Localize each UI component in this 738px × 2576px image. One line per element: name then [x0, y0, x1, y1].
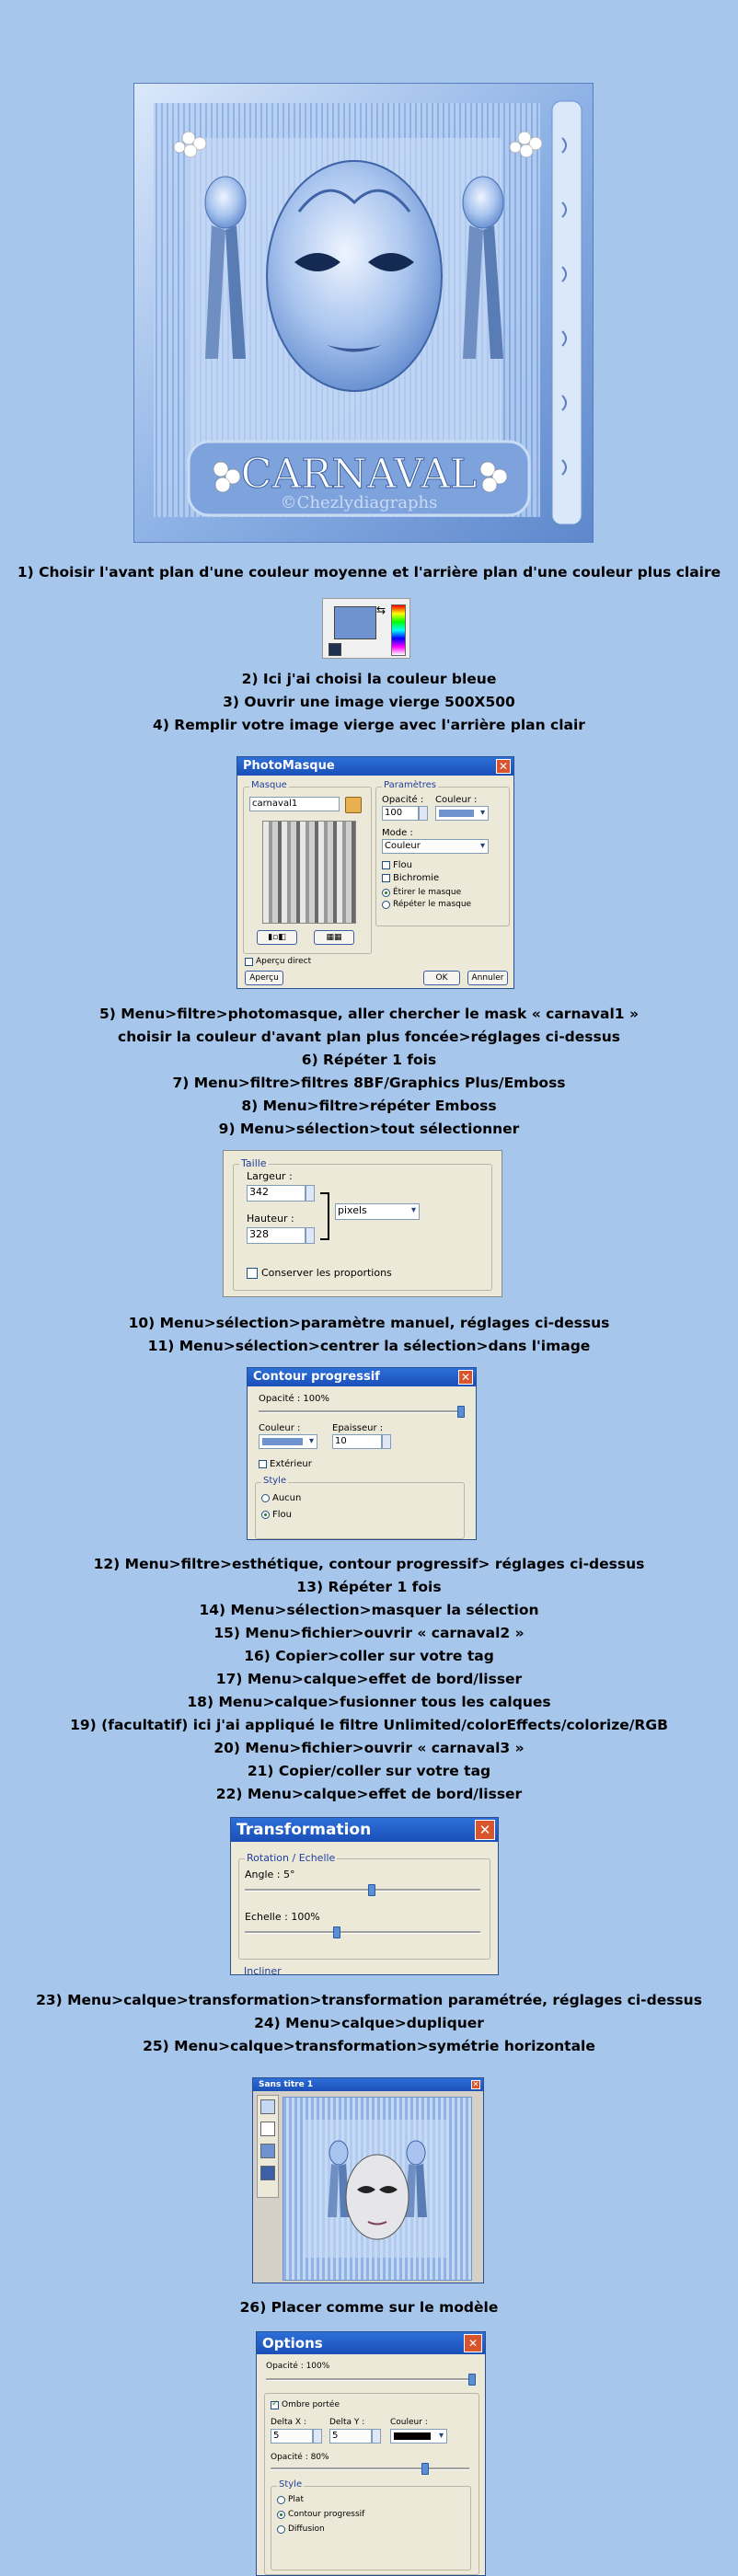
step-7: 7) Menu>filtre>filtres 8BF/Graphics Plus/Emboss: [172, 1075, 566, 1091]
step-20: 20) Menu>fichier>ouvrir « carnaval3 »: [213, 1740, 525, 1756]
hauteur-spinner[interactable]: [306, 1227, 315, 1244]
step-5: 5) Menu>filtre>photomasque, aller chercher le mask « carnaval1 »: [98, 1006, 640, 1022]
close-icon[interactable]: ✕: [464, 2334, 482, 2352]
masque-group-label: Masque: [251, 780, 287, 790]
step-1: 1) Choisir l'avant plan d'une couleur moyenne et l'arrière plan d'une couleur plus claire: [17, 564, 721, 581]
options-title: Options: [262, 2335, 323, 2352]
link-bracket: [320, 1192, 329, 1240]
exterieur-label: Extérieur: [270, 1459, 312, 1469]
contour-prog-radio[interactable]: [277, 2511, 285, 2519]
ok-button[interactable]: OK: [423, 971, 460, 985]
angle-label: Angle : 5°: [245, 1869, 295, 1880]
background-swatch[interactable]: [329, 643, 341, 656]
contour-style-group: [255, 1476, 465, 1539]
layer-thumb-2[interactable]: [260, 2122, 275, 2136]
step-19: 19) (facultatif) ici j'ai appliqué le filtre Unlimited/colorEffects/colorize/RGB: [70, 1717, 668, 1733]
foreground-swatch[interactable]: [334, 606, 376, 639]
diffusion-label: Diffusion: [288, 2524, 325, 2534]
options-style-label: Style: [279, 2479, 303, 2490]
etirer-label: Étirer le masque: [393, 888, 462, 897]
contour-progressif-dialog: [247, 1367, 477, 1540]
close-icon[interactable]: ✕: [472, 2080, 479, 2088]
ombre-group: [264, 2393, 479, 2575]
options-style-group: [271, 2479, 471, 2570]
options-opacite2-thumb[interactable]: [421, 2463, 429, 2475]
ombre-checkbox[interactable]: ✓: [271, 2399, 279, 2409]
layer-thumb-4[interactable]: [260, 2166, 275, 2180]
aucun-radio[interactable]: [261, 1494, 270, 1502]
carnaval-banner: [133, 83, 594, 543]
rotation-echelle-group: [238, 1852, 490, 1960]
bichromie-label: Bichromie: [393, 873, 440, 883]
mask-invert-button[interactable]: ▮▫◧: [257, 930, 297, 945]
layers-palette: [257, 2095, 279, 2198]
step-8: 8) Menu>filtre>répéter Emboss: [241, 1098, 497, 1114]
step-24: 24) Menu>calque>dupliquer: [254, 2015, 484, 2031]
step-9: 9) Menu>sélection>tout sélectionner: [218, 1121, 520, 1137]
transformation-titlebar: [231, 1818, 498, 1842]
largeur-label: Largeur :: [247, 1170, 293, 1182]
layer-thumb-1[interactable]: [260, 2099, 275, 2114]
largeur-spinner[interactable]: [306, 1185, 315, 1202]
step-15: 15) Menu>fichier>ouvrir « carnaval2 »: [213, 1625, 525, 1641]
plat-radio[interactable]: [277, 2496, 285, 2504]
opacite-spinner[interactable]: [419, 806, 428, 821]
options-couleur-label: Couleur :: [390, 2418, 428, 2427]
contour-opacite-label: Opacité : 100%: [259, 1394, 330, 1404]
color-spectrum[interactable]: [391, 604, 406, 656]
contour-prog-label: Contour progressif: [288, 2510, 365, 2519]
apercu-direct-label: Aperçu direct: [256, 957, 312, 966]
apercu-button[interactable]: Aperçu: [245, 971, 283, 985]
mode-label: Mode :: [382, 828, 413, 838]
step-3: 3) Ouvrir une image vierge 500X500: [223, 694, 515, 710]
aucun-label: Aucun: [272, 1493, 302, 1503]
banner-title: CARNAVAL: [240, 451, 478, 498]
browse-mask-icon[interactable]: [345, 797, 362, 813]
hauteur-field[interactable]: 328: [247, 1227, 306, 1244]
hauteur-label: Hauteur :: [247, 1213, 294, 1225]
sans-titre-title: Sans titre 1: [259, 2080, 314, 2089]
canvas-preview: [283, 2097, 472, 2281]
color-palette-widget: [322, 598, 410, 659]
rotation-echelle-label: Rotation / Echelle: [247, 1852, 336, 1864]
contour-style-label: Style: [263, 1476, 287, 1486]
step-26: 26) Placer comme sur le modèle: [239, 2299, 499, 2316]
mask-options-button[interactable]: ▦▦: [314, 930, 354, 945]
close-icon[interactable]: ✕: [496, 759, 511, 774]
delta-x-field[interactable]: 5: [271, 2429, 313, 2444]
etirer-radio[interactable]: [382, 889, 390, 897]
photomasque-dialog: [236, 756, 514, 989]
options-couleur-dropdown[interactable]: [390, 2429, 447, 2444]
step-23: 23) Menu>calque>transformation>transformation paramétrée, réglages ci-dessus: [36, 1992, 702, 2008]
mask-name-field[interactable]: carnaval1: [249, 797, 340, 811]
transformation-title: Transformation: [236, 1821, 372, 1839]
contour-title: Contour progressif: [253, 1370, 380, 1384]
contour-opacite-slider[interactable]: [259, 1410, 465, 1413]
conserver-checkbox[interactable]: [247, 1268, 258, 1279]
contour-couleur-label: Couleur :: [259, 1423, 301, 1433]
conserver-label: Conserver les proportions: [261, 1267, 392, 1279]
step-2: 2) Ici j'ai choisi la couleur bleue: [241, 671, 497, 687]
taille-panel: [223, 1150, 502, 1297]
options-opacite2-label: Opacité : 80%: [271, 2453, 329, 2462]
delta-y-label: Delta Y :: [329, 2418, 365, 2427]
close-icon[interactable]: ✕: [475, 1820, 495, 1840]
parametres-group: [375, 780, 510, 926]
largeur-field[interactable]: 342: [247, 1185, 306, 1202]
step-5b: choisir la couleur d'avant plan plus foncée>réglages ci-dessus: [118, 1029, 620, 1045]
photomasque-title: PhotoMasque: [243, 759, 335, 773]
opacite-label: Opacité :: [382, 795, 424, 805]
mask-preview: [262, 821, 356, 924]
options-opacite-thumb[interactable]: [468, 2374, 476, 2386]
step-22: 22) Menu>calque>effet de bord/lisser: [215, 1786, 523, 1802]
masque-group: [243, 780, 372, 954]
repeter-radio[interactable]: [382, 901, 390, 909]
options-opacite-label: Opacité : 100%: [266, 2362, 330, 2371]
parametres-group-label: Paramètres: [384, 780, 437, 790]
step-13: 13) Répéter 1 fois: [296, 1579, 442, 1595]
opacite-field[interactable]: 100: [382, 806, 419, 821]
plat-label: Plat: [288, 2495, 304, 2504]
close-icon[interactable]: ✕: [458, 1370, 473, 1385]
epaisseur-field[interactable]: 10: [332, 1434, 382, 1449]
banner-art: [133, 83, 594, 543]
step-11: 11) Menu>sélection>centrer la sélection>dans l'image: [147, 1338, 591, 1354]
exterieur-checkbox[interactable]: [259, 1460, 267, 1468]
incliner-label: Incliner: [244, 1965, 282, 1975]
transformation-dialog: [230, 1817, 499, 1975]
bichromie-checkbox[interactable]: [382, 874, 390, 882]
delta-y-spinner[interactable]: [372, 2429, 381, 2444]
step-18: 18) Menu>calque>fusionner tous les calques: [187, 1694, 551, 1710]
diffusion-radio[interactable]: [277, 2525, 285, 2534]
step-10: 10) Menu>sélection>paramètre manuel, réglages ci-dessus: [128, 1315, 610, 1331]
ombre-label: Ombre portée: [282, 2400, 340, 2409]
flou-radio[interactable]: [261, 1511, 270, 1519]
contour-titlebar: [248, 1368, 476, 1386]
taille-group-label: Taille: [241, 1157, 267, 1169]
photomasque-titlebar: [237, 757, 513, 776]
options-opacite2-slider[interactable]: [271, 2467, 469, 2470]
contour-flou-label: Flou: [272, 1510, 292, 1520]
banner-watermark: ©Chezlydiagraphs: [280, 493, 438, 512]
step-21: 21) Copier/coller sur votre tag: [247, 1763, 491, 1779]
taille-group: [233, 1157, 492, 1291]
delta-x-spinner[interactable]: [313, 2429, 322, 2444]
step-16: 16) Copier>coller sur votre tag: [244, 1648, 494, 1664]
couleur-label: Couleur :: [435, 795, 478, 805]
step-25: 25) Menu>calque>transformation>symétrie horizontale: [143, 2038, 595, 2054]
options-opacite-slider[interactable]: [266, 2378, 476, 2381]
echelle-label: Echelle : 100%: [245, 1911, 320, 1923]
flou-label: Flou: [393, 860, 412, 870]
epaisseur-label: Epaisseur :: [332, 1423, 384, 1433]
contour-couleur-dropdown[interactable]: [259, 1434, 317, 1449]
sans-titre-titlebar: [253, 2078, 483, 2091]
flou-checkbox[interactable]: [382, 861, 390, 869]
echelle-thumb[interactable]: [333, 1926, 340, 1938]
delta-y-field[interactable]: 5: [329, 2429, 372, 2444]
mode-dropdown[interactable]: Couleur ▾: [382, 839, 489, 854]
step-4: 4) Remplir votre image vierge avec l'arrière plan clair: [153, 717, 585, 733]
contour-opacite-thumb[interactable]: [457, 1406, 465, 1418]
couleur-dropdown[interactable]: [435, 806, 489, 821]
canvas-art: [283, 2098, 471, 2280]
epaisseur-spinner[interactable]: [382, 1434, 391, 1449]
options-dialog: [256, 2331, 486, 2576]
swap-colors-icon[interactable]: ⇆: [376, 604, 386, 616]
repeter-label: Répéter le masque: [393, 900, 472, 909]
step-12: 12) Menu>filtre>esthétique, contour progressif> réglages ci-dessus: [93, 1556, 645, 1572]
echelle-slider[interactable]: [245, 1931, 480, 1934]
layer-thumb-3[interactable]: [260, 2144, 275, 2158]
annuler-button[interactable]: Annuler: [467, 971, 508, 985]
sans-titre-window: [252, 2077, 484, 2283]
step-14: 14) Menu>sélection>masquer la sélection: [199, 1602, 539, 1618]
options-titlebar: [257, 2332, 485, 2354]
angle-thumb[interactable]: [368, 1884, 375, 1896]
step-6: 6) Répéter 1 fois: [301, 1052, 437, 1068]
delta-x-label: Delta X :: [271, 2418, 306, 2427]
angle-slider[interactable]: [245, 1889, 480, 1892]
unit-dropdown[interactable]: pixels ▾: [335, 1203, 420, 1220]
step-17: 17) Menu>calque>effet de bord/lisser: [215, 1671, 523, 1687]
apercu-direct-checkbox[interactable]: [245, 958, 253, 966]
